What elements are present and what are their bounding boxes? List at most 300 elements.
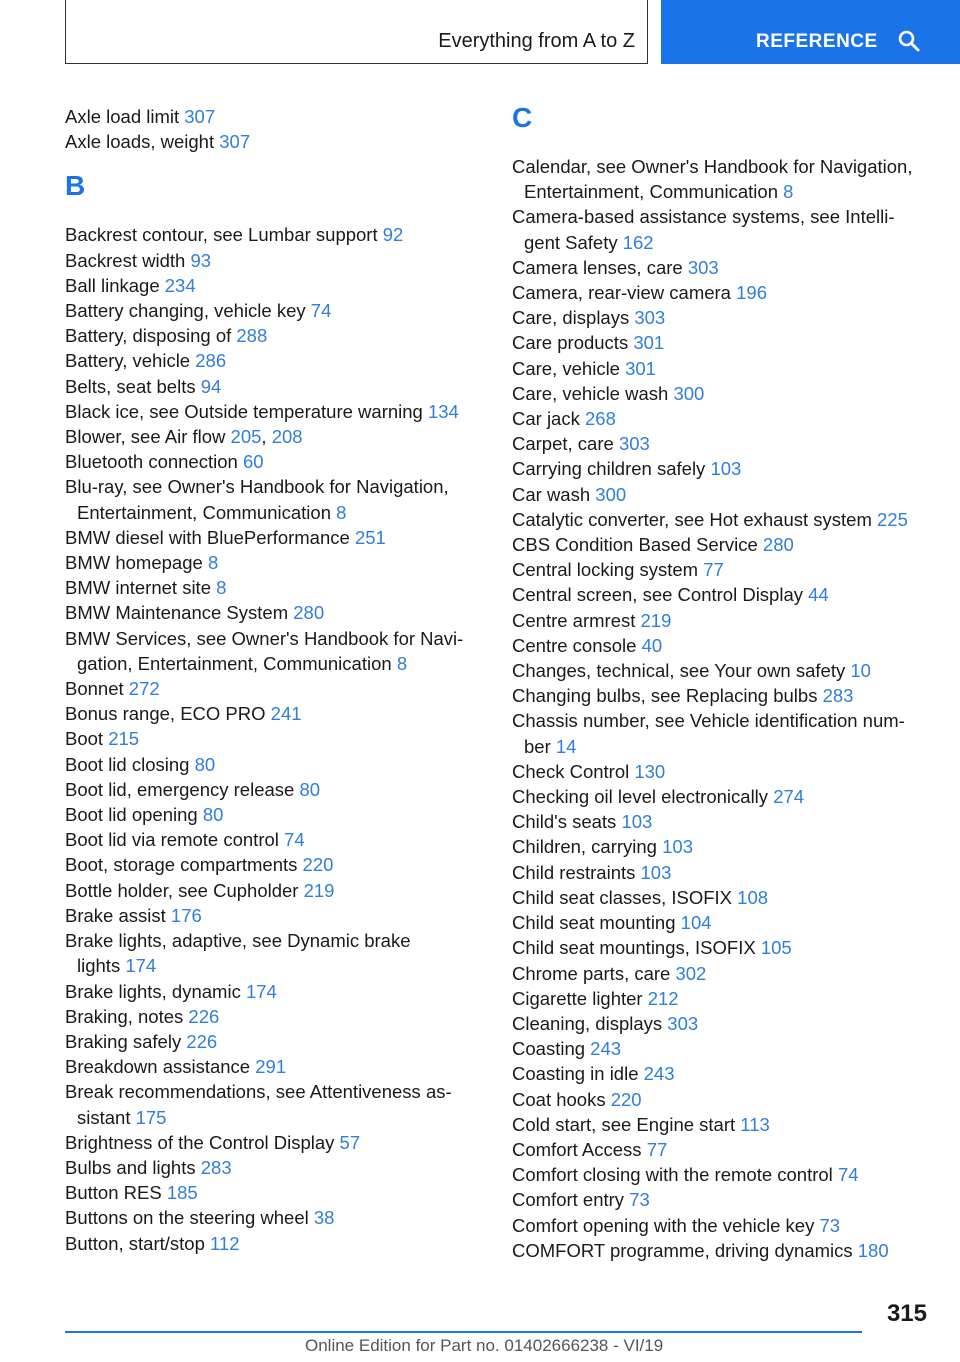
index-entry [512,1061,932,1086]
page-reference-link[interactable]: 8 [783,181,794,203]
page-reference-link[interactable]: 10 [850,660,871,682]
page-reference-link[interactable]: 103 [640,861,672,883]
index-entry-text: Chrome parts, care [512,962,676,984]
index-entry [65,399,485,424]
page-reference-link[interactable]: 272 [128,678,160,700]
index-entry [512,633,932,658]
page-reference-link[interactable]: 208 [271,426,303,448]
page-reference-link[interactable]: 92 [382,224,404,246]
index-entry-line [512,834,932,859]
index-entry [512,204,932,254]
index-entry [65,802,485,827]
index-entry-line [65,626,485,651]
index-entry-text: Brightness of the Control Display [65,1131,340,1153]
index-entry-text: , [261,426,272,448]
index-entry-line [512,305,932,330]
page-reference-link[interactable]: 93 [190,249,212,271]
index-entry-text: Backrest width [65,249,191,271]
page-reference-link[interactable]: 130 [634,760,666,782]
index-entry-line [512,507,932,532]
page-reference-link[interactable]: 174 [245,980,277,1002]
page-reference-link[interactable]: 40 [641,634,663,656]
index-entry-line [512,381,932,406]
index-entry [65,752,485,777]
page-reference-link[interactable]: 134 [427,400,459,422]
index-entry-line [65,1054,485,1079]
page-number: 315 [886,1300,927,1327]
index-entry-continuation [512,179,932,204]
index-entry-text: Backrest contour, see Lumbar support [65,224,383,246]
index-entry-text: Child's seats [512,811,622,833]
index-entry-text: Checking oil level electronically [512,786,774,808]
index-entry-text: Axle loads, weight [65,131,220,153]
index-entry [65,348,485,373]
index-entry [65,1004,485,1029]
index-entry-line [512,784,932,809]
index-entry-line [512,1036,932,1061]
index-entry-text: Ball linkage [65,274,165,296]
index-entry-text: Coat hooks [512,1088,611,1110]
index-entry-text: Braking safely [65,1030,187,1052]
page-reference-link[interactable]: 241 [270,703,302,725]
index-entry [512,1087,932,1112]
page-reference-link[interactable]: 303 [667,1012,699,1034]
page-reference-link[interactable]: 73 [819,1214,841,1236]
index-entry-line [512,860,932,885]
index-entry-text: Child restraints [512,861,641,883]
index-entry [65,1155,485,1180]
index-entry-line [512,1187,932,1212]
page-reference-link[interactable]: 220 [610,1088,642,1110]
index-entry-text: Break recommendations, see Attentiveness as- [65,1081,452,1103]
index-entry [65,298,485,323]
index-entry-line [65,248,485,273]
page-reference-link[interactable]: 268 [585,408,616,430]
index-entry-text: BMW homepage [65,552,208,574]
page-reference-link[interactable]: 74 [837,1164,859,1186]
page-reference-link[interactable]: 225 [877,508,908,530]
index-entry-text: Brake lights, adaptive, see Dynamic brake [65,930,411,952]
page-reference-link[interactable]: 251 [354,526,386,548]
page-reference-link[interactable]: 60 [242,451,264,473]
index-entry [65,1205,485,1230]
index-entry-line [512,1137,932,1162]
index-entry-text: Entertainment, Communication [524,181,784,203]
index-entry-text: Care products [512,332,634,354]
index-entry-line [65,676,485,701]
index-entry-line [65,424,485,449]
index-entry-text: Breakdown assistance [65,1056,256,1078]
page-reference-link[interactable]: 77 [703,559,724,581]
index-entry [512,885,932,910]
index-entry-continuation [65,953,485,978]
index-entry [512,154,932,204]
index-entry-line [512,759,932,784]
page-reference-link[interactable]: 113 [740,1113,770,1135]
index-entry [512,482,932,507]
index-entry [512,961,932,986]
index-entry-text: Cigarette lighter [512,987,648,1009]
header-section-box [65,0,648,64]
index-entry [65,777,485,802]
page-reference-link[interactable]: 219 [640,609,672,631]
page-reference-link[interactable]: 280 [762,534,794,556]
index-entry-line [512,885,932,910]
page-reference-link[interactable]: 103 [621,811,653,833]
page-reference-link[interactable]: 307 [184,106,216,127]
index-entry-text: Camera lenses, care [512,256,688,278]
index-entry-line [65,852,485,877]
index-entry-text: Child seat mounting [512,912,681,934]
index-entry-line [65,1004,485,1029]
page-reference-link[interactable]: 8 [396,652,408,674]
page-reference-link[interactable]: 283 [822,685,854,707]
index-entry-line [65,827,485,852]
index-entry-text: Bonus range, ECO PRO [65,703,271,725]
index-entry [65,374,485,399]
index-entry-line [512,255,932,280]
page-reference-link[interactable]: 301 [633,332,665,354]
page-reference-link[interactable]: 288 [236,325,268,347]
index-entry-line [65,323,485,348]
index-entry-text: Bluetooth connection [65,451,243,473]
page-reference-link[interactable]: 300 [595,483,627,505]
index-entry [512,608,932,633]
index-entry-continuation [65,1105,485,1130]
index-entry [512,1187,932,1212]
page-reference-link[interactable]: 44 [808,584,829,606]
page-reference-link[interactable]: 215 [108,728,140,750]
index-entry-continuation [65,500,485,525]
page-reference-link[interactable]: 108 [737,886,769,908]
index-entry [512,809,932,834]
index-entry-text: Car jack [512,408,585,430]
index-entry-text: Boot [65,728,109,750]
index-entry [65,676,485,701]
page-reference-link[interactable]: 175 [135,1106,167,1128]
index-entry-line [65,701,485,726]
index-entry [512,1036,932,1061]
index-entry-text: Care, vehicle wash [512,382,674,404]
page-reference-link[interactable]: 8 [207,552,219,574]
index-entry [65,979,485,1004]
index-entry-text: Care, displays [512,307,635,329]
index-letter-heading: C [512,102,533,133]
index-entry [65,273,485,298]
index-entry-text: BMW internet site [65,577,217,599]
index-entry-text: Boot lid closing [65,753,195,775]
index-entry-continuation [65,651,485,676]
index-entry-line [512,582,932,607]
index-entry-line [65,298,485,323]
index-entry-line [512,204,932,229]
index-entry-text: Button, start/stop [65,1232,210,1254]
page-reference-link[interactable]: 205 [230,426,262,448]
index-entry [512,986,932,1011]
index-entry-line [65,1205,485,1230]
index-entry-text: Calendar, see Owner's Handbook for Navigation, [512,156,913,177]
index-entry-text: Cold start, see Engine start [512,1113,741,1135]
page-reference-link[interactable]: 94 [200,375,222,397]
index-entry-line [512,356,932,381]
index-entry-text: Child seat mountings, ISOFIX [512,937,761,959]
index-entry [512,759,932,784]
index-entry-line [65,1130,485,1155]
page-reference-link[interactable]: 74 [284,829,305,851]
page-reference-link[interactable]: 226 [186,1030,218,1052]
index-entry-continuation [512,734,932,759]
index-entry-text: Black ice, see Outside temperature warning [65,400,428,422]
index-entry-line [65,802,485,827]
page-reference-link[interactable]: 280 [293,602,325,624]
index-entry-text: Buttons on the steering wheel [65,1207,314,1229]
index-entry-line [512,608,932,633]
index-entry-text: Button RES [65,1182,167,1204]
page-reference-link[interactable]: 174 [125,955,157,977]
index-entry [65,323,485,348]
page-reference-link[interactable]: 180 [857,1239,889,1261]
index-entry [65,550,485,575]
index-entry-text: sistant [77,1106,136,1128]
index-entry [65,1231,485,1256]
index-entry [512,507,932,532]
page-reference-link[interactable]: 80 [202,804,224,826]
index-entry-text: Changing bulbs, see Replacing bulbs [512,685,823,707]
page-reference-link[interactable]: 301 [625,357,656,379]
index-entry-line [65,1155,485,1180]
index-entry-line [65,878,485,903]
index-entry [65,1029,485,1054]
page-reference-link[interactable]: 80 [194,753,216,775]
index-entry-text: BMW Maintenance System [65,602,294,624]
index-entry-line [512,1087,932,1112]
page-reference-link[interactable]: 303 [618,433,650,455]
page-reference-link[interactable]: 14 [555,735,577,757]
index-entry [65,104,485,129]
index-entry-text: BMW diesel with BluePerformance [65,526,355,548]
page-reference-link[interactable]: 300 [673,382,705,404]
chapter-tab-reference[interactable] [661,0,960,64]
index-column-right [512,104,932,1263]
index-entry-line [65,575,485,600]
page-reference-link[interactable]: 38 [313,1207,335,1229]
index-entry-text: ber [524,735,556,757]
index-entry-line [512,961,932,986]
index-entry-line [512,1112,932,1137]
index-entry [512,381,932,406]
index-entry-text: Battery changing, vehicle key [65,300,311,322]
index-entry [65,525,485,550]
page-reference-link[interactable]: 274 [773,786,805,808]
index-entry-line [65,928,485,953]
index-entry-text: gent Safety [524,231,623,253]
index-entry [65,827,485,852]
page-reference-link[interactable]: 8 [336,501,347,523]
index-entry-line [512,708,932,733]
page-reference-link[interactable]: 8 [216,577,227,599]
index-entry [512,784,932,809]
index-entry [512,860,932,885]
index-entry-line [512,1238,932,1263]
index-entry [65,474,485,524]
index-entry-line [512,1061,932,1086]
index-entry-text: Brake assist [65,904,171,926]
page-reference-link[interactable]: 243 [590,1038,622,1060]
page-reference-link[interactable]: 104 [680,912,712,934]
index-entry [512,683,932,708]
index-entry [65,878,485,903]
page-reference-link[interactable]: 103 [710,458,742,480]
page-reference-link[interactable]: 162 [622,231,654,253]
page-reference-link[interactable]: 212 [647,987,679,1009]
index-entry [512,356,932,381]
index-entry-text: Coasting [512,1038,591,1060]
index-entry-text: Carrying children safely [512,458,711,480]
page-reference-link[interactable]: 243 [643,1063,675,1085]
index-entry [65,626,485,676]
page-reference-link[interactable]: 74 [310,300,332,322]
index-entry [65,1180,485,1205]
page-reference-link[interactable]: 286 [195,350,227,372]
index-entry-text: Camera, rear-view camera [512,282,737,304]
index-entry-line [65,273,485,298]
page-reference-link[interactable]: 80 [299,778,321,800]
index-entry-line [65,777,485,802]
index-entry-text: Comfort closing with the remote control [512,1164,838,1186]
index-entry-line [512,406,932,431]
page-reference-link[interactable]: 105 [760,937,792,959]
index-entry-line [65,903,485,928]
index-entry [65,1130,485,1155]
index-entry [512,658,932,683]
index-entry-line [65,399,485,424]
index-entry-line [512,809,932,834]
page-reference-link[interactable]: 176 [170,904,202,926]
index-entry-text: Battery, disposing of [65,325,237,347]
page-reference-link[interactable]: 283 [200,1156,232,1178]
index-entry [65,903,485,928]
index-entry-text: Car wash [512,483,596,505]
index-entry-line [512,658,932,683]
index-entry [65,424,485,449]
index-entry [512,1011,932,1036]
index-entry-text: Carpet, care [512,433,619,455]
index-entry [65,928,485,978]
index-entry-line [512,1011,932,1036]
index-entry-text: COMFORT programme, driving dynamics [512,1239,858,1261]
search-icon[interactable] [897,29,921,53]
index-entry [65,600,485,625]
index-entry [512,330,932,355]
index-entry-text: Child seat classes, ISOFIX [512,886,738,908]
index-entry-text: Boot lid opening [65,804,203,826]
index-entry [512,456,932,481]
footer-edition-text: Online Edition for Part no. 01402666238 - VI/19 [305,1336,664,1355]
index-entry [512,1238,932,1263]
index-letter-heading: B [65,170,86,202]
page-reference-link[interactable]: 73 [629,1189,650,1211]
index-entry [512,1162,932,1187]
page-reference-link[interactable]: 302 [675,962,707,984]
index-entry-line [512,1213,932,1238]
page-reference-link[interactable]: 196 [736,282,767,304]
index-entry-text: Comfort entry [512,1189,630,1211]
index-entry-text: Coasting in idle [512,1063,644,1085]
index-entry-text: Axle load limit [65,106,185,127]
index-entry-line [65,1231,485,1256]
index-entry-line [65,752,485,777]
page-reference-link[interactable]: 57 [339,1131,361,1153]
index-entry-text: Boot lid, emergency release [65,778,300,800]
index-entry [65,1079,485,1129]
index-entry [512,557,932,582]
index-entry-text: gation, Entertainment, Communication [77,652,397,674]
index-entry-line [65,348,485,373]
index-entry [512,708,932,758]
index-entry-line [65,374,485,399]
page-reference-link[interactable]: 307 [219,131,251,153]
page-reference-link[interactable]: 226 [188,1005,220,1027]
index-entry [65,701,485,726]
index-entry-text: Bulbs and lights [65,1156,201,1178]
index-entry-line [65,449,485,474]
index-entry [512,255,932,280]
index-entry [512,1137,932,1162]
page-reference-link[interactable]: 185 [166,1182,198,1204]
index-entry-line [512,482,932,507]
page-reference-link[interactable]: 77 [646,1138,668,1160]
index-entry-line [65,1079,485,1104]
index-entry [65,449,485,474]
page-reference-link[interactable]: 234 [164,274,196,296]
index-entry [512,582,932,607]
index-entry-text: Boot lid via remote control [65,829,285,851]
index-entry-text: Chassis number, see Vehicle identification num- [512,710,905,732]
page-reference-link[interactable]: 303 [687,256,719,278]
index-entry-text: Bonnet [65,678,129,700]
index-entry-text: Check Control [512,760,635,782]
index-entry [65,222,485,247]
page-reference-link[interactable]: 220 [302,854,334,876]
index-entry-line [65,1029,485,1054]
index-entry-line [512,154,932,179]
index-column-left [65,104,485,1256]
page-reference-link[interactable]: 112 [210,1232,240,1254]
index-entry-text: Brake lights, dynamic [65,980,246,1002]
index-entry-line [65,550,485,575]
index-entry-text: Camera-based assistance systems, see Intelli- [512,206,895,228]
index-entry [512,406,932,431]
index-entry-text: Belts, seat belts [65,375,201,397]
index-entry-text: Bottle holder, see Cupholder [65,879,304,901]
index-entry-line [512,986,932,1011]
index-entry-text: Changes, technical, see Your own safety [512,660,851,682]
page-reference-link[interactable]: 219 [303,879,335,901]
page-reference-link[interactable]: 303 [634,307,666,329]
section-title: Everything from A to Z [438,30,635,52]
page-reference-link[interactable]: 103 [662,836,693,858]
index-entry-text: Blower, see Air flow [65,426,231,448]
index-entry-text: Central screen, see Control Display [512,584,809,606]
chapter-label: REFERENCE [756,31,878,52]
index-entry-line [65,525,485,550]
index-entry-line [512,330,932,355]
index-entry [65,726,485,751]
index-entry [512,305,932,330]
index-entry-continuation [512,230,932,255]
page-reference-link[interactable]: 291 [255,1056,287,1078]
index-entry-text: lights [77,955,126,977]
